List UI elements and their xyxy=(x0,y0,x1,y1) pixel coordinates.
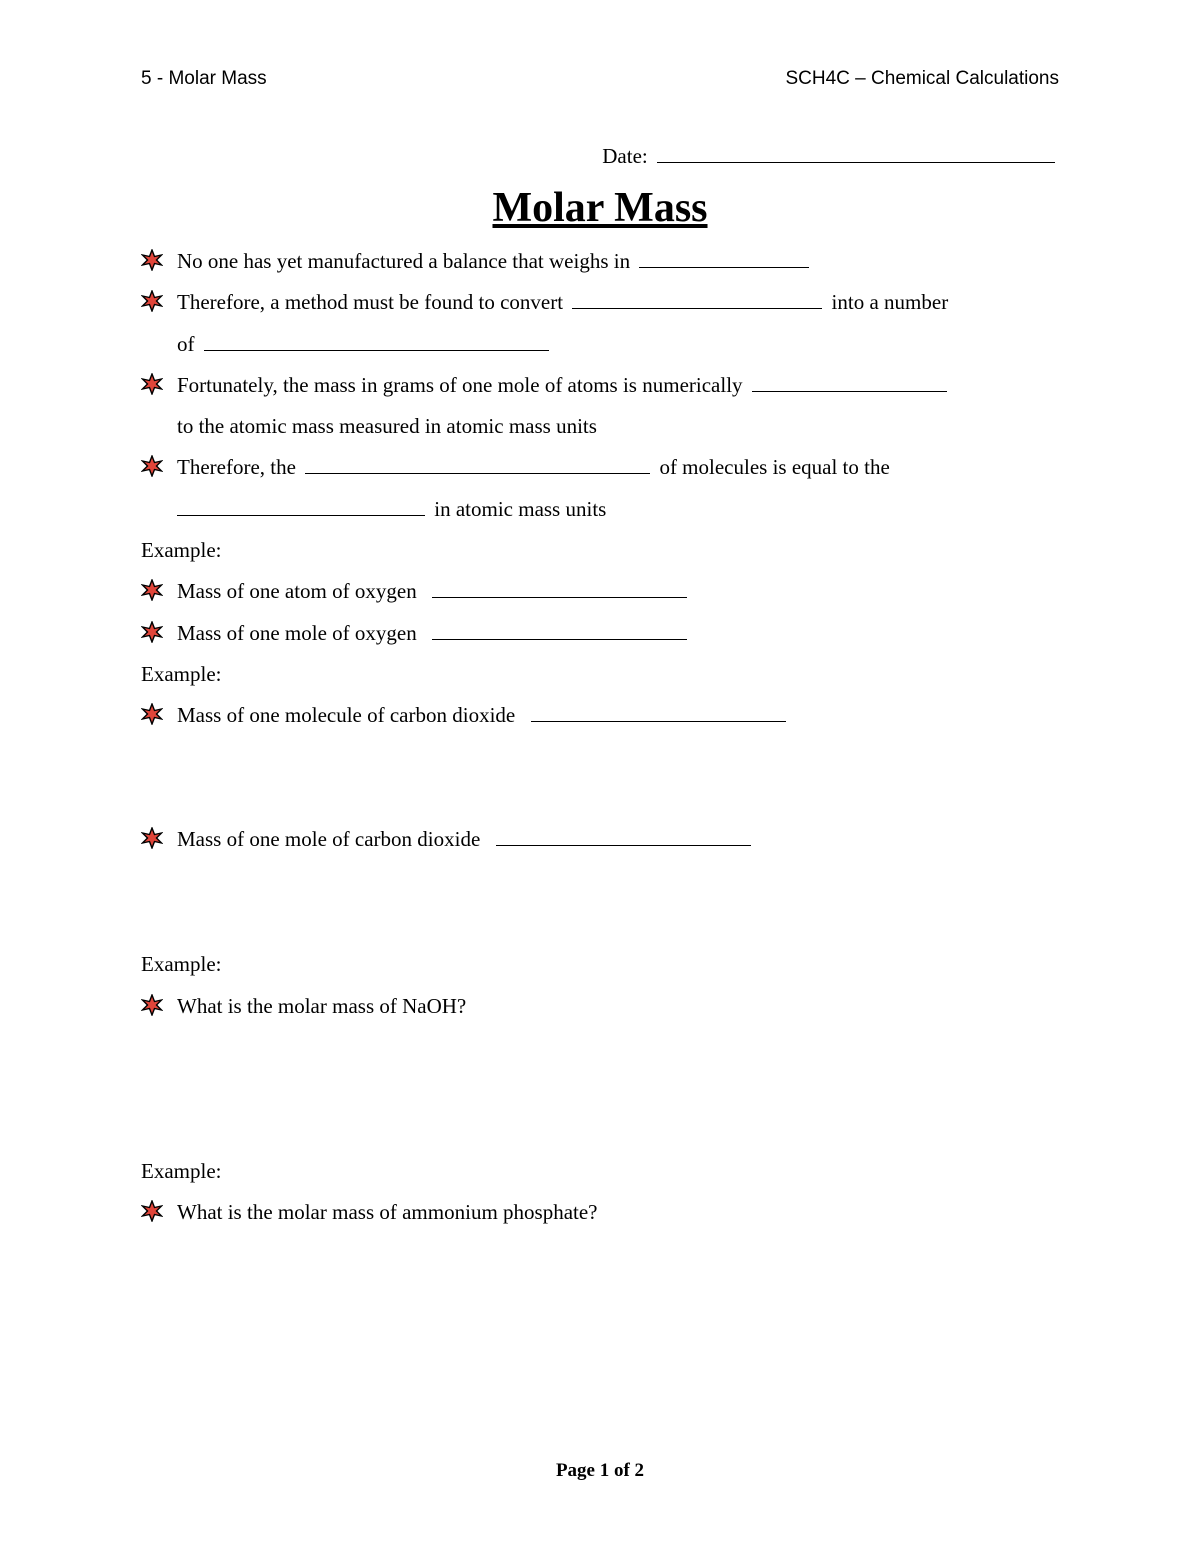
bullet-2-cont xyxy=(177,332,553,357)
bullet-2-text-a: Therefore, a method must be found to convert xyxy=(177,290,564,314)
star-bullet-icon xyxy=(141,1200,163,1222)
bullet-3-cont: to the atomic mass measured in atomic mass units xyxy=(177,414,597,438)
star-bullet-icon xyxy=(141,373,163,395)
bullet-4 xyxy=(177,455,890,480)
page-title: Molar Mass xyxy=(492,185,708,231)
blank-10[interactable] xyxy=(496,844,751,846)
example-2-mole xyxy=(177,827,755,852)
example-4-question: What is the molar mass of ammonium phosphate? xyxy=(177,1200,598,1224)
blank-6[interactable] xyxy=(177,514,425,516)
example-1-atom-text: Mass of one atom of oxygen xyxy=(177,579,417,603)
date-line xyxy=(602,144,1059,169)
example-label-3: Example: xyxy=(141,952,222,976)
bullet-3-text-a: Fortunately, the mass in grams of one mole of atoms is numerically xyxy=(177,373,743,397)
date-blank[interactable] xyxy=(657,161,1055,163)
blank-5[interactable] xyxy=(305,472,650,474)
star-bullet-icon xyxy=(141,994,163,1016)
star-bullet-icon xyxy=(141,579,163,601)
bullet-2 xyxy=(177,290,948,315)
example-2-molecule-text: Mass of one molecule of carbon dioxide xyxy=(177,703,516,727)
bullet-4-text-b: of molecules is equal to the xyxy=(659,455,890,479)
star-bullet-icon xyxy=(141,249,163,271)
bullet-1-text: No one has yet manufactured a balance that weighs in xyxy=(177,249,631,273)
star-bullet-icon xyxy=(141,455,163,477)
blank-3[interactable] xyxy=(204,349,549,351)
blank-2[interactable] xyxy=(572,307,822,309)
blank-8[interactable] xyxy=(432,638,687,640)
bullet-2-text-b: into a number xyxy=(831,290,949,314)
blank-9[interactable] xyxy=(531,720,786,722)
bullet-3 xyxy=(177,373,951,398)
example-2-mole-text: Mass of one mole of carbon dioxide xyxy=(177,827,481,851)
bullet-4-text-a: Therefore, the xyxy=(177,455,296,479)
date-label: Date: xyxy=(602,144,648,168)
example-2-molecule xyxy=(177,703,790,728)
star-bullet-icon xyxy=(141,621,163,643)
example-label-2: Example: xyxy=(141,662,222,686)
blank-7[interactable] xyxy=(432,596,687,598)
bullet-4-text-c: in atomic mass units xyxy=(434,497,607,521)
example-1-mole-text: Mass of one mole of oxygen xyxy=(177,621,417,645)
bullet-2-text-c: of xyxy=(177,332,195,356)
example-1-atom xyxy=(177,579,691,604)
star-bullet-icon xyxy=(141,827,163,849)
star-bullet-icon xyxy=(141,703,163,725)
example-1-mole xyxy=(177,621,691,646)
bullet-4-cont xyxy=(177,497,606,522)
bullet-1 xyxy=(177,249,813,274)
blank-1[interactable] xyxy=(639,266,809,268)
page-footer: Page 1 of 2 xyxy=(555,1460,645,1481)
star-bullet-icon xyxy=(141,290,163,312)
example-label-4: Example: xyxy=(141,1159,222,1183)
header-left: 5 - Molar Mass xyxy=(141,68,267,89)
example-label-1: Example: xyxy=(141,538,222,562)
example-3-question: What is the molar mass of NaOH? xyxy=(177,994,467,1018)
blank-4[interactable] xyxy=(752,390,947,392)
header-right: SCH4C – Chemical Calculations xyxy=(785,68,1059,89)
